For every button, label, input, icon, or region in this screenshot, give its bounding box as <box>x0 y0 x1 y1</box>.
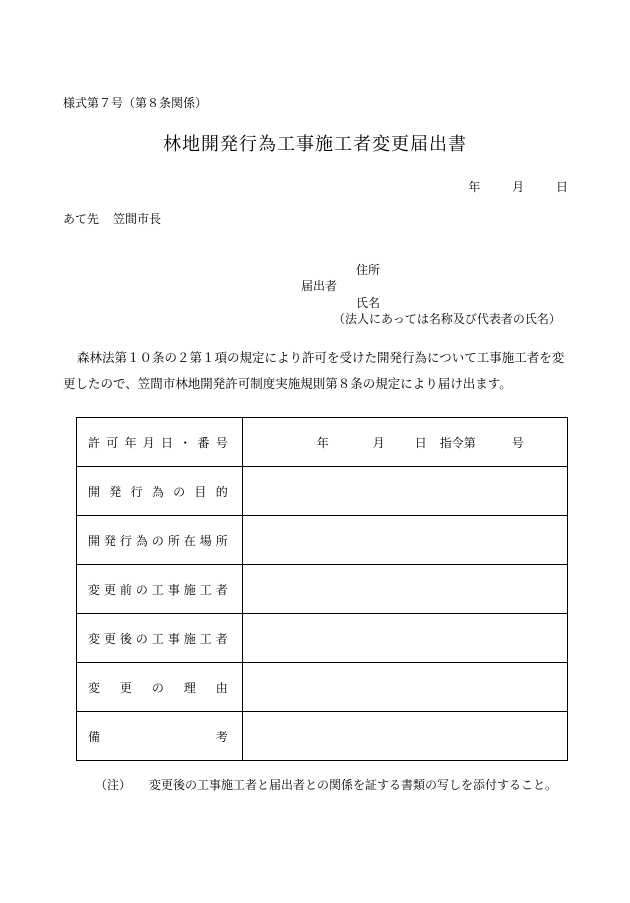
permit-number: 号 <box>511 435 524 450</box>
table-row <box>77 565 568 614</box>
page-title: 林地開発行為工事施工者変更届出書 <box>163 134 467 155</box>
permit-year: 年 <box>316 435 329 450</box>
form-table <box>76 417 568 761</box>
permit-day: 日 <box>414 435 427 450</box>
date-day: 日 <box>555 180 568 194</box>
name-label: 氏名 <box>356 296 381 310</box>
table-row <box>77 467 568 516</box>
new-contractor-field[interactable] <box>242 614 567 663</box>
date-year: 年 <box>468 180 481 194</box>
previous-contractor-field[interactable] <box>242 565 567 614</box>
row-label: 変更後の工事施工者 <box>77 614 243 663</box>
permit-order: 指令第 <box>439 435 476 450</box>
reason-field[interactable] <box>242 663 567 712</box>
note-text: 変更後の工事施工者と届出者との関係を証する書類の写しを添付すること。 <box>149 778 558 792</box>
corporate-note: （法人にあっては名称及び代表者の氏名） <box>333 312 561 326</box>
permit-date-number-field[interactable] <box>242 418 567 467</box>
form-number: 様式第７号（第８条関係） <box>63 96 208 110</box>
location-field[interactable] <box>242 516 567 565</box>
table-row <box>77 418 568 467</box>
date-line <box>450 178 568 195</box>
row-label: 許可年月日・番号 <box>77 418 243 467</box>
permit-month: 月 <box>372 435 385 450</box>
table-row <box>77 614 568 663</box>
addressee-city: 笠間市長 <box>113 212 162 226</box>
date-month: 月 <box>512 180 525 194</box>
row-label: 変更前の工事施工者 <box>77 565 243 614</box>
address-label: 住所 <box>356 263 381 277</box>
remarks-field[interactable] <box>242 712 567 761</box>
purpose-field[interactable] <box>242 467 567 516</box>
footnote <box>95 776 557 793</box>
table-row <box>77 663 568 712</box>
row-label: 備考 <box>77 712 243 761</box>
addressee <box>63 210 161 227</box>
row-label: 変更の理由 <box>77 663 243 712</box>
filer-label: 届出者 <box>301 279 338 293</box>
note-marker: （注） <box>95 778 132 792</box>
table-row <box>77 516 568 565</box>
row-label: 開発行為の目的 <box>77 467 243 516</box>
addressee-label: あて先 <box>63 212 100 226</box>
row-label: 開発行為の所在場所 <box>77 516 243 565</box>
declaration-text: 森林法第１０条の２第１項の規定により許可を受けた開発行為について工事施工者を変更したので、笠間市林地開発許可制度実施規則第８条の規定により届け出ます。 <box>63 350 565 391</box>
table-row <box>77 712 568 761</box>
